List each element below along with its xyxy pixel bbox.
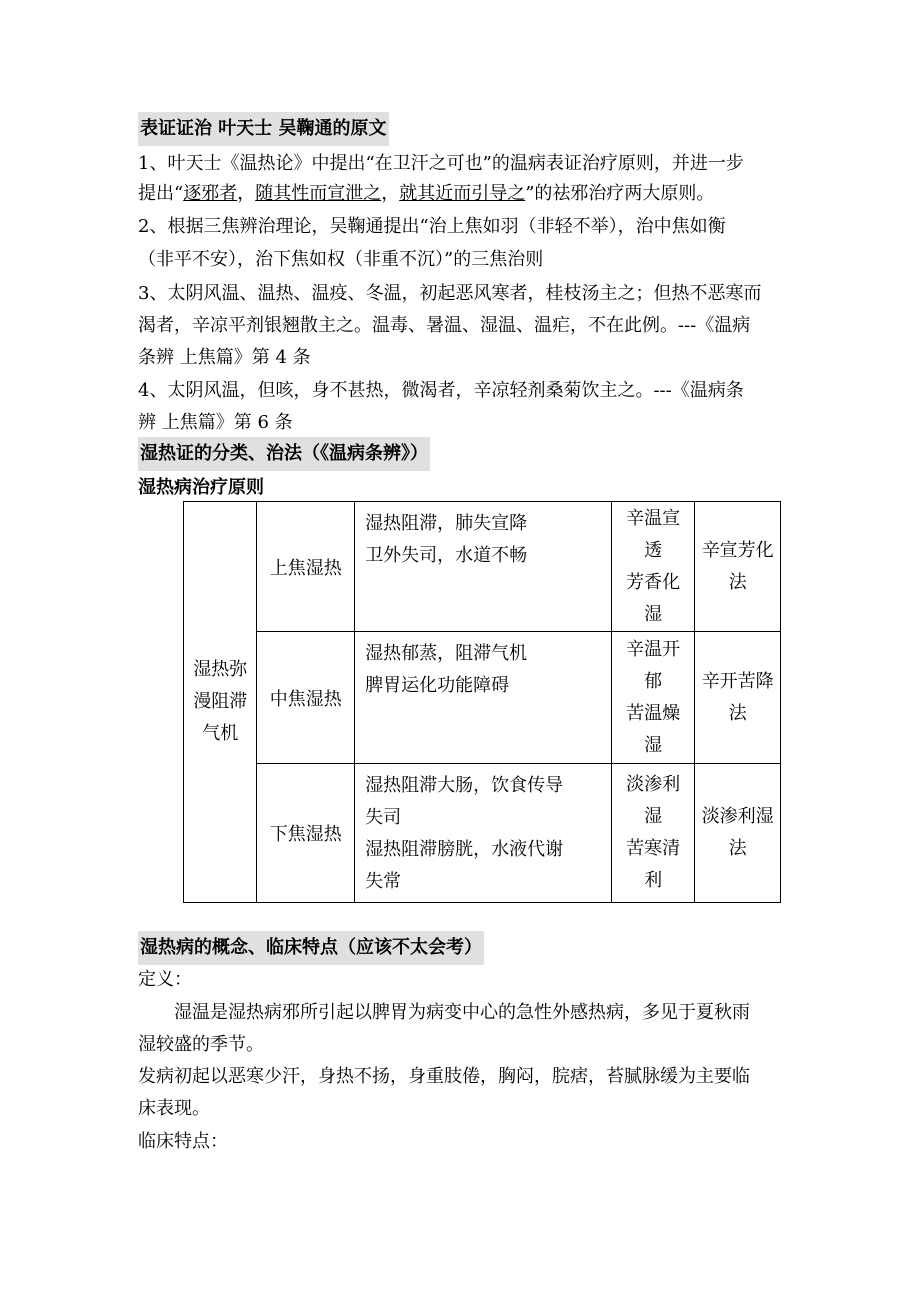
medicine-line: 湿 (644, 603, 663, 625)
medicine-line: 透 (644, 539, 663, 561)
desc-line: 湿热阻滞膀胱，水液代谢 (365, 839, 564, 860)
definition-para1-line1: 湿温是湿热病邪所引起以脾胃为病变中心的急性外感热病，多见于夏秋雨 (174, 1002, 750, 1023)
method-line: 法 (728, 571, 747, 593)
item4-line1: 4、太阴风温，但咳，身不甚热，微渴者，辛凉轻剂桑菊饮主之。---《温病条 (138, 380, 744, 401)
jiao-cell-upper: 上焦湿热 (257, 502, 355, 632)
section-heading-concept: 湿热病的概念、临床特点（应该不太会考） (138, 931, 484, 965)
definition-para2-line2: 床表现。 (138, 1098, 210, 1119)
medicine-line: 湿 (644, 806, 663, 827)
table-row (184, 764, 781, 903)
medicine-line: 淡渗利 (626, 774, 681, 795)
item1-line2 (138, 179, 714, 209)
desc-line: 卫外失司，水道不畅 (365, 545, 528, 566)
underlined-phrase-3: 就其近而引导之 (399, 183, 526, 204)
item3-line1: 3、太阴风温、温热、温疫、冬温，初起恶风寒者，桂枝汤主之；但热不恶寒而 (138, 283, 762, 304)
medicine-line: 苦温燥 (626, 702, 681, 724)
desc-cell-upper (355, 502, 612, 632)
item1-sep1: ， (237, 183, 256, 204)
item1-prefix: 提出“ (138, 183, 184, 204)
underlined-phrase-2: 随其性而宣泄之 (255, 183, 382, 204)
table-row (184, 502, 781, 632)
method-cell-lower (695, 764, 781, 903)
desc-cell-middle (355, 632, 612, 764)
definition-para2-line1: 发病初起以恶寒少汗，身热不扬，身重肢倦，胸闷，脘痞，苔腻脉缓为主要临 (138, 1066, 750, 1087)
medicine-line: 利 (644, 870, 663, 891)
medicine-line: 芳香化 (626, 571, 681, 593)
section-heading-shire-classification: 湿热证的分类、治法（《温病条辨》） (138, 437, 430, 471)
item3-line2: 渴者，辛凉平剂银翘散主之。温毒、暑温、湿温、温疟，不在此例。---《温病 (138, 315, 751, 336)
section-heading-biaozheng: 表证证治 叶天士 吴鞠通的原文 (138, 112, 389, 146)
item1-suffix: ”的祛邪治疗两大原则。 (525, 183, 715, 204)
definition-label: 定义： (138, 969, 192, 990)
method-line: 辛开苦降 (701, 670, 774, 692)
medicine-cell-upper (611, 502, 695, 632)
medicine-line: 湿 (644, 734, 663, 756)
item2-line1: 2、根据三焦辨治理论，吴鞠通提出“治上焦如羽（非轻不举），治中焦如衡 (138, 216, 726, 237)
jiao-cell-lower: 下焦湿热 (257, 764, 355, 903)
method-cell-middle (695, 632, 781, 764)
jiao-cell-middle: 中焦湿热 (257, 632, 355, 764)
method-cell-upper (695, 502, 781, 632)
treatment-principles-table (183, 501, 781, 903)
table-row (184, 632, 781, 764)
item4-line2: 辨 上焦篇》第 6 条 (138, 412, 293, 433)
item1-line1: 1、叶天士《温热论》中提出“在卫汗之可也”的温病表证治疗原则，并进一步 (138, 153, 744, 174)
desc-line: 湿热阻滞大肠，饮食传导 (365, 775, 564, 796)
medicine-cell-lower (611, 764, 695, 903)
desc-line: 脾胃运化功能障碍 (365, 675, 510, 696)
desc-line: 失司 (365, 807, 402, 828)
method-line: 法 (728, 838, 747, 859)
table-subheading: 湿热病治疗原则 (138, 477, 264, 498)
desc-cell-lower (355, 764, 612, 903)
method-line: 法 (728, 702, 747, 724)
item1-sep2: ， (381, 183, 400, 204)
category-line: 湿热弥 (193, 659, 248, 680)
features-label: 临床特点： (138, 1131, 228, 1152)
medicine-line: 郁 (644, 670, 663, 692)
desc-line: 失常 (365, 871, 402, 892)
method-line: 淡渗利湿 (701, 806, 774, 827)
medicine-line: 辛温宣 (626, 507, 681, 529)
definition-para1-line2: 湿较盛的季节。 (138, 1034, 264, 1055)
category-line: 气机 (202, 723, 239, 744)
method-line: 辛宣芳化 (701, 539, 774, 561)
medicine-line: 苦寒清 (626, 838, 681, 859)
desc-line: 湿热郁蒸，阻滞气机 (365, 643, 528, 664)
item3-line3: 条辨 上焦篇》第 4 条 (138, 347, 311, 368)
desc-line: 湿热阻滞，肺失宣降 (365, 513, 528, 534)
category-line: 漫阻滞 (193, 691, 248, 712)
underlined-phrase-1: 逐邪者 (183, 183, 238, 204)
medicine-cell-middle (611, 632, 695, 764)
medicine-line: 辛温开 (626, 638, 681, 660)
item2-line2: （非平不安），治下焦如权（非重不沉）”的三焦治则 (138, 249, 544, 270)
category-cell (184, 502, 257, 903)
